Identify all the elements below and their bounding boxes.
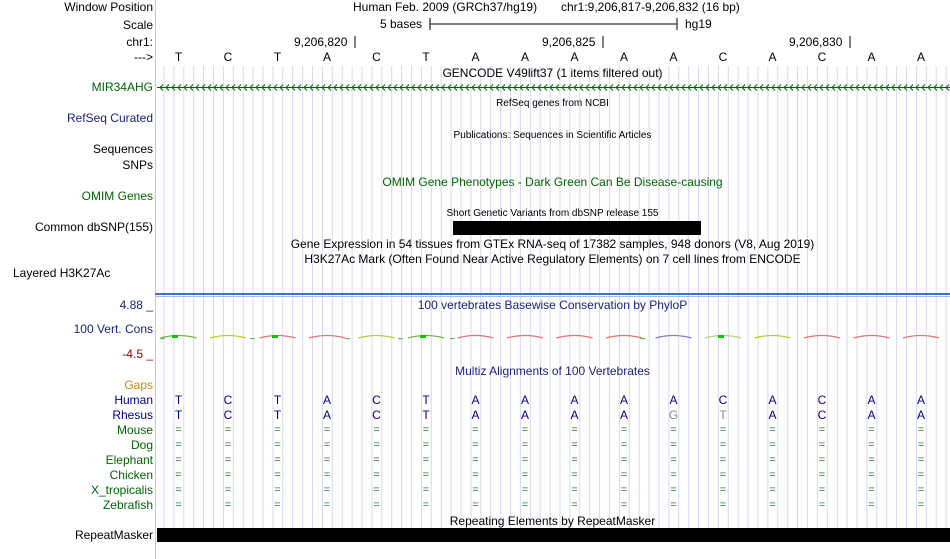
phylop-low-mark (345, 338, 350, 339)
dbsnp-variant-bar[interactable] (453, 221, 701, 235)
refseq-track-title[interactable]: RefSeq genes from NCBI (496, 98, 609, 109)
alignment-base: = (521, 424, 529, 436)
alignment-base: = (868, 424, 875, 436)
alignment-base: = (620, 499, 628, 511)
alignment-base: = (670, 424, 677, 436)
alignment-base: = (868, 484, 875, 496)
alignment-base: = (323, 424, 331, 436)
alignment-base: = (224, 454, 232, 466)
alignment-base: A (471, 408, 480, 422)
alignment-base: A (520, 393, 529, 407)
base-9: A (570, 50, 579, 64)
alignment-base: = (670, 454, 677, 466)
alignment-base: = (818, 499, 826, 511)
alignment-base: C (372, 408, 381, 422)
alignment-base: = (719, 424, 727, 436)
publications-track-title[interactable]: Publications: Sequences in Scientific Articles (453, 130, 652, 141)
base-16: A (916, 50, 925, 64)
phylop-low-mark (160, 338, 165, 339)
alignment-base: = (373, 439, 380, 451)
alignment-base: = (670, 499, 677, 511)
phylop-score-mark (309, 336, 345, 339)
repeatmasker-element-bar[interactable] (157, 528, 950, 542)
alignment-base: = (868, 499, 875, 511)
snps-label: SNPs (122, 158, 153, 172)
gencode-gene-label[interactable]: MIR34AHG (91, 80, 153, 94)
species-label-dog: Dog (130, 438, 153, 452)
alignment-base: = (422, 439, 430, 451)
alignment-base: = (571, 454, 578, 466)
scale-label: Scale (122, 18, 153, 32)
alignment-base: A (570, 393, 579, 407)
phylop-score-mark (804, 336, 840, 339)
h3k27ac-track-title[interactable]: H3K27Ac Mark (Often Found Near Active Regulatory Elements) on 7 cell lines from ENCODE (304, 252, 801, 266)
chrom-label: chr1: (126, 35, 153, 49)
base-10: A (619, 50, 628, 64)
phylop-track-title[interactable]: 100 vertebrates Basewise Conservation by PhyloP (417, 298, 688, 312)
alignment-base: = (868, 469, 875, 481)
alignment-base: = (422, 484, 430, 496)
alignment-base: = (422, 424, 430, 436)
phylop-score-mark (755, 336, 791, 339)
alignment-base: = (818, 484, 826, 496)
alignment-base: = (769, 424, 776, 436)
alignment-base: = (521, 454, 529, 466)
alignment-base: = (175, 484, 182, 496)
window-position-value[interactable]: chr1:9,206,817-9,206,832 (16 bp) (561, 0, 740, 14)
phylop-track-label[interactable]: 100 Vert. Cons (73, 322, 153, 336)
alignment-base: = (472, 484, 479, 496)
species-label-rhesus: Rhesus (112, 408, 153, 422)
species-label-elephant: Elephant (105, 453, 153, 467)
alignment-base: = (571, 499, 578, 511)
alignment-base: = (769, 469, 776, 481)
alignment-base: = (917, 484, 925, 496)
alignment-base: = (175, 454, 182, 466)
alignment-base: T (273, 393, 282, 407)
alignment-base: A (619, 408, 628, 422)
alignment-base: = (323, 484, 331, 496)
refseq-track-label[interactable]: RefSeq Curated (66, 111, 153, 125)
alignment-base: A (867, 408, 876, 422)
alignment-base: = (719, 469, 727, 481)
strand-arrow-label: ---> (134, 50, 153, 64)
alignment-base: = (620, 424, 628, 436)
alignment-base: = (224, 484, 232, 496)
alignment-base: = (472, 439, 479, 451)
base-2: C (223, 50, 233, 64)
alignment-base: = (818, 439, 826, 451)
alignment-base: = (818, 424, 826, 436)
alignment-base: = (274, 439, 281, 451)
phylop-low-mark (250, 338, 255, 339)
window-position-label: Window Position (64, 0, 153, 14)
alignment-base: = (769, 499, 776, 511)
gaps-label: Gaps (124, 378, 153, 392)
alignment-base: T (422, 408, 430, 422)
assembly-name: Human Feb. 2009 (GRCh37/hg19) (353, 0, 538, 14)
omim-track-title[interactable]: OMIM Gene Phenotypes - Dark Green Can Be Disease-causing (382, 175, 723, 189)
alignment-base: = (868, 439, 875, 451)
base-8: A (520, 50, 529, 64)
species-label-x_tropicalis: X_tropicalis (90, 483, 153, 497)
coord-tick-3: 9,206,830 (789, 35, 843, 49)
alignment-base: A (322, 393, 331, 407)
alignment-base: = (521, 469, 529, 481)
alignment-base: = (373, 484, 380, 496)
alignment-base: A (471, 393, 480, 407)
alignment-base: C (372, 393, 381, 407)
base-13: A (768, 50, 777, 64)
coord-tick-2: 9,206,825 (542, 35, 596, 49)
alignment-base: = (175, 439, 182, 451)
phylop-high-mark (172, 335, 178, 338)
alignment-base: = (175, 469, 182, 481)
alignment-base: = (719, 439, 727, 451)
phylop-score-mark (854, 336, 890, 339)
alignment-base: A (322, 408, 331, 422)
alignment-base: = (472, 454, 479, 466)
sequences-label: Sequences (92, 142, 153, 156)
base-5: C (372, 50, 381, 64)
alignment-base: G (668, 408, 679, 422)
multiz-track-title[interactable]: Multiz Alignments of 100 Vertebrates (455, 364, 650, 378)
alignment-base: = (571, 424, 578, 436)
alignment-base: = (917, 454, 925, 466)
alignment-base: = (224, 439, 232, 451)
alignment-base: = (620, 439, 628, 451)
base-3: T (273, 50, 282, 64)
alignment-base: = (620, 454, 628, 466)
dbsnp-track-title[interactable]: Short Genetic Variants from dbSNP release 155 (446, 208, 659, 219)
species-label-chicken: Chicken (109, 468, 153, 482)
phylop-low-mark (450, 338, 455, 339)
base-14: C (817, 50, 827, 64)
gencode-track-title[interactable]: GENCODE V49lift37 (1 items filtered out) (442, 66, 663, 80)
alignment-base: = (175, 424, 182, 436)
phylop-score-mark (606, 336, 642, 339)
alignment-base: A (570, 408, 579, 422)
coord-tick-1: 9,206,820 (294, 35, 348, 49)
alignment-base: = (670, 439, 677, 451)
alignment-base: = (818, 469, 826, 481)
alignment-base: = (521, 499, 529, 511)
omim-track-label[interactable]: OMIM Genes (81, 189, 153, 203)
phylop-max-value: 4.88 _ (119, 298, 153, 312)
species-label-human: Human (114, 393, 153, 407)
alignment-base: A (619, 393, 628, 407)
phylop-score-mark (458, 336, 494, 339)
phylop-score-mark (507, 336, 543, 339)
alignment-base: T (273, 408, 282, 422)
gtex-track-title[interactable]: Gene Expression in 54 tissues from GTEx RNA-seq of 17382 samples, 948 donors (V8, Aug 2019) (290, 237, 815, 251)
alignment-base: = (571, 469, 578, 481)
alignment-base: = (224, 469, 232, 481)
alignment-base: = (274, 454, 281, 466)
alignment-base: = (323, 439, 331, 451)
alignment-base: = (472, 469, 479, 481)
base-11: A (669, 50, 678, 64)
alignment-base: = (917, 424, 925, 436)
alignment-base: = (719, 484, 727, 496)
alignment-base: = (274, 469, 281, 481)
alignment-base: = (719, 499, 727, 511)
alignment-base: = (917, 439, 925, 451)
alignment-base: A (916, 408, 925, 422)
alignment-base: A (768, 393, 777, 407)
phylop-score-mark (161, 336, 197, 339)
phylop-score-mark (210, 336, 246, 339)
alignment-base: = (175, 499, 182, 511)
alignment-base: A (768, 408, 777, 422)
alignment-base: = (323, 499, 331, 511)
alignment-base: T (174, 408, 183, 422)
alignment-base: = (472, 424, 479, 436)
alignment-base: = (521, 439, 529, 451)
alignment-base: = (769, 439, 776, 451)
alignment-base: C (223, 393, 233, 407)
alignment-base: A (669, 393, 678, 407)
alignment-base: A (916, 393, 925, 407)
base-4: A (322, 50, 331, 64)
alignment-base: C (718, 393, 728, 407)
repeatmasker-track-title[interactable]: Repeating Elements by RepeatMasker (449, 514, 656, 528)
alignment-base: = (422, 454, 430, 466)
species-label-zebrafish: Zebrafish (102, 498, 153, 512)
alignment-base: = (818, 454, 826, 466)
alignment-base: = (274, 499, 281, 511)
alignment-base: = (769, 454, 776, 466)
alignment-base: = (323, 469, 331, 481)
base-7: A (471, 50, 480, 64)
repeatmasker-track-label[interactable]: RepeatMasker (74, 528, 153, 542)
phylop-high-mark (272, 335, 278, 338)
alignment-base: = (274, 424, 281, 436)
alignment-base: = (373, 424, 380, 436)
alignment-base: T (719, 408, 727, 422)
alignment-base: A (520, 408, 529, 422)
alignment-base: = (571, 439, 578, 451)
alignment-base: = (373, 499, 380, 511)
alignment-base: C (223, 408, 233, 422)
alignment-base: = (670, 484, 677, 496)
alignment-base: = (917, 469, 925, 481)
alignment-base: = (571, 484, 578, 496)
alignment-base: = (224, 499, 232, 511)
alignment-base: = (224, 424, 232, 436)
base-12: C (718, 50, 728, 64)
alignment-base: A (867, 393, 876, 407)
h3k27ac-track-label[interactable]: Layered H3K27Ac (13, 266, 111, 280)
phylop-score-mark (656, 336, 692, 339)
phylop-high-mark (718, 335, 724, 338)
alignment-base: = (323, 454, 331, 466)
alignment-base: = (620, 484, 628, 496)
alignment-base: T (174, 393, 183, 407)
alignment-base: T (422, 393, 430, 407)
species-label-mouse: Mouse (116, 423, 153, 437)
phylop-low-mark (398, 338, 403, 339)
scale-db: hg19 (685, 17, 712, 31)
alignment-base: = (472, 499, 479, 511)
alignment-base: = (274, 484, 281, 496)
phylop-low-mark (640, 338, 645, 339)
alignment-base: = (373, 454, 380, 466)
scale-value: 5 bases (380, 17, 423, 31)
alignment-base: C (817, 408, 827, 422)
phylop-high-mark (420, 335, 426, 338)
alignment-base: = (868, 454, 875, 466)
phylop-score-mark (557, 336, 593, 339)
dbsnp-track-label[interactable]: Common dbSNP(155) (34, 220, 153, 234)
phylop-score-mark (359, 336, 395, 339)
alignment-base: = (670, 469, 677, 481)
alignment-base: = (620, 469, 628, 481)
base-15: A (867, 50, 876, 64)
alignment-base: C (817, 393, 827, 407)
alignment-base: = (422, 499, 430, 511)
base-1: T (174, 50, 183, 64)
base-6: T (422, 50, 430, 64)
alignment-base: = (521, 484, 529, 496)
phylop-min-value: -4.5 _ (122, 347, 153, 361)
alignment-base: = (769, 484, 776, 496)
alignment-base: = (422, 469, 430, 481)
alignment-base: = (917, 499, 925, 511)
alignment-base: = (373, 469, 380, 481)
phylop-score-mark (903, 336, 939, 339)
alignment-base: = (719, 454, 727, 466)
